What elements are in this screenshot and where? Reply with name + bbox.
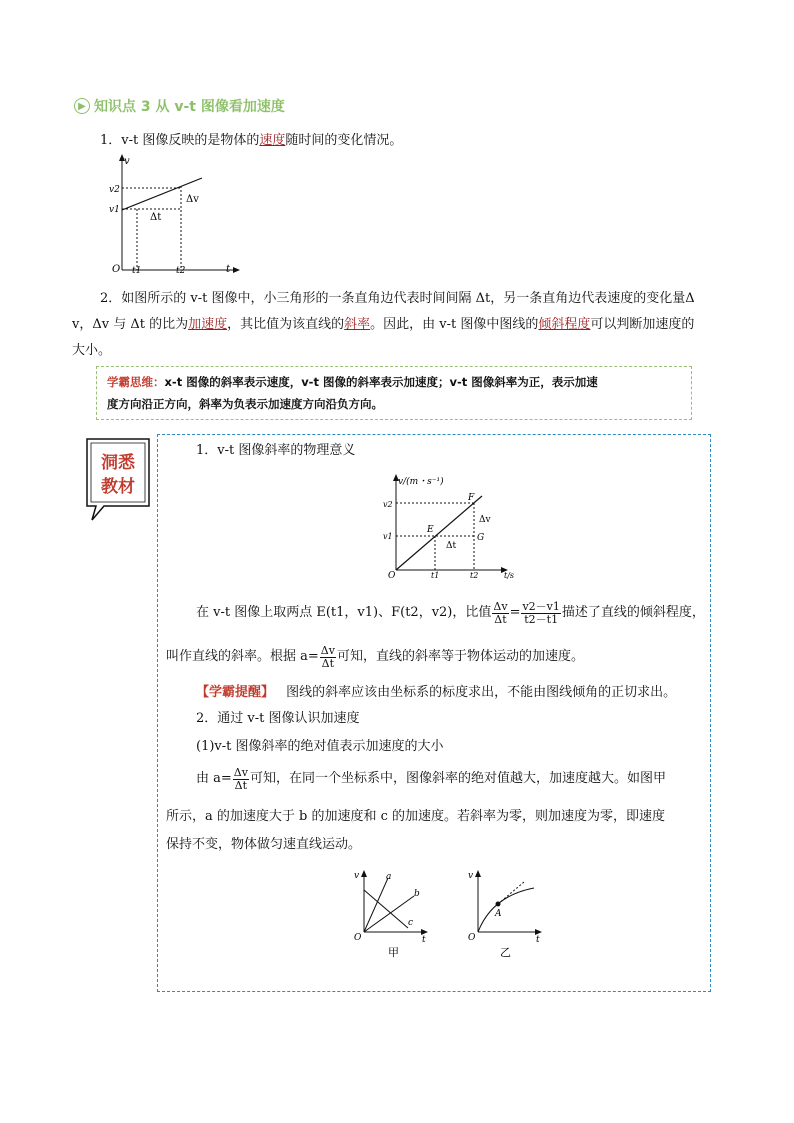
b-label: b: [414, 889, 420, 899]
fraction-a: [320, 645, 336, 670]
paragraph-2: [100, 286, 730, 312]
F-label: F: [468, 493, 475, 503]
section-title: [74, 96, 285, 116]
p1a: 在 v-t 图像上取两点 E(t1，v1)、F(t2，v2)，比值: [196, 605, 492, 620]
box-heading-2: 2．通过 v-t 图像认识加速度: [196, 711, 360, 726]
frac4-num: Δv: [233, 765, 248, 779]
t1-label: t1: [431, 571, 440, 580]
para2-line2c: 。因此，由 v-t 图像中图线的: [370, 317, 539, 332]
formula-line-1: [196, 600, 706, 626]
play-circle-icon: ▶: [74, 98, 90, 114]
dt-label: Δt: [150, 212, 162, 223]
origin-label: O: [354, 933, 362, 943]
t2-label: t2: [470, 571, 479, 580]
para1-lead: v-t 图像反映的是物体的: [121, 133, 260, 148]
sticker-line2: 教材: [101, 477, 135, 497]
box-para-4: 所示，a 的加速度大于 b 的加速度和 c 的加速度。若斜率为零，则加速度为零，即速度: [166, 809, 666, 824]
y-label: v/(m・s⁻¹): [398, 477, 444, 487]
dv-label: Δv: [186, 194, 199, 205]
dv-label: Δv: [479, 515, 491, 525]
A-label: A: [495, 909, 502, 919]
para2-line1: 2．如图所示的 v-t 图像中，小三角形的一条直角边代表时间间隔 Δt，另一条直角边代表速度的变化量Δ: [100, 291, 695, 306]
v2-label: v2: [383, 500, 393, 509]
v1-label: v1: [109, 205, 120, 215]
frac1-den: Δt: [494, 612, 507, 626]
y-axis-arrow: [361, 870, 367, 877]
v1-label: v1: [383, 532, 393, 541]
tip2-text: 图线的斜率应该由坐标系的标度求出，不能由图线倾角的正切求出。: [286, 685, 677, 700]
frac2-den: t2－t1: [524, 612, 559, 626]
line-c: [364, 890, 408, 928]
fraction-dv-dt: [492, 601, 508, 626]
tip2-label: 【学霸提醒】: [196, 685, 275, 700]
c-label: c: [408, 918, 414, 928]
p3b: 可知，在同一个坐标系中，图像斜率的绝对值越大，加速度越大。如图甲: [249, 771, 666, 786]
paragraph-2-line2: [72, 312, 732, 338]
p3a: 由 a=: [196, 771, 232, 786]
sticker-line1: 洞悉: [101, 453, 135, 473]
origin-label: O: [112, 264, 121, 275]
para1-tail: 随时间的变化情况。: [285, 133, 403, 148]
p2a: 叫作直线的斜率。根据 a=: [166, 649, 319, 664]
curve: [478, 888, 534, 932]
box-heading-3: (1)v-t 图像斜率的绝对值表示加速度的大小: [196, 739, 444, 754]
para2-line2a: v，Δv 与 Δt 的比为: [72, 317, 189, 332]
paragraph-2-line3: 大小。: [72, 343, 112, 358]
tangent-line: [498, 882, 524, 904]
v2-label: v2: [109, 185, 120, 195]
frac3-den: Δt: [321, 656, 335, 670]
vt-graph-jia: [348, 868, 438, 968]
t-label: t: [226, 264, 231, 275]
v-label: v: [354, 871, 360, 881]
E-label: E: [427, 525, 434, 535]
tip-line1: [107, 371, 681, 393]
origin-label: O: [388, 571, 396, 581]
para2-line2d: 可以判断加速度的: [590, 317, 695, 332]
vt-graph-1: [104, 152, 244, 277]
x-label: t/s: [504, 571, 515, 580]
box-heading-1: 1．v-t 图像斜率的物理意义: [196, 443, 356, 458]
tip-text1: x-t 图像的斜率表示速度，v-t 图像的斜率表示加速度；v-t 图像斜率为正，表示加速: [164, 375, 598, 389]
t-label: t: [536, 935, 540, 945]
tip-box: [96, 366, 692, 420]
sticker-badge: [84, 436, 152, 522]
para1-key: 速度: [259, 133, 286, 148]
t-label: t: [422, 935, 426, 945]
tip-text2: 度方向沿正方向，斜率为负表示加速度方向沿负方向。: [107, 397, 383, 411]
tip-label: 学霸思维：: [107, 375, 165, 389]
tip2-line: [196, 680, 676, 706]
para2-key1: 加速度: [188, 317, 228, 332]
t2-label: t2: [176, 266, 186, 276]
paragraph-1: [100, 128, 402, 154]
caption-jia: 甲: [388, 946, 399, 959]
p1b: 描述了直线的倾斜程度，: [561, 605, 705, 620]
origin-label: O: [468, 933, 476, 943]
frac2-num: v2－v1: [522, 599, 560, 613]
fraction-a-2: [233, 767, 249, 792]
v-label: v: [124, 156, 130, 167]
point-A: [496, 902, 501, 907]
formula-line-3: [196, 766, 666, 792]
G-label: G: [477, 533, 485, 543]
a-label: a: [386, 872, 392, 882]
para2-key2: 斜率: [344, 317, 371, 332]
formula-line-2: [166, 644, 584, 670]
frac4-den: Δt: [234, 778, 248, 792]
fraction-dv-dt-2: [521, 601, 560, 626]
para2-line2b: ，其比值为该直线的: [227, 317, 345, 332]
frac1-num: Δv: [493, 599, 508, 613]
vt-graph-2: [380, 470, 520, 585]
caption-yi: 乙: [500, 946, 511, 959]
y-axis-arrow: [475, 870, 481, 877]
t1-label: t1: [132, 266, 142, 276]
dt-label: Δt: [446, 541, 457, 551]
p2b: 可知，直线的斜率等于物体运动的加速度。: [336, 649, 584, 664]
para1-num: 1．: [100, 133, 122, 148]
para2-key3: 倾斜程度: [538, 317, 591, 332]
x-axis-arrow: [233, 267, 240, 273]
equals: =: [509, 605, 521, 620]
v-label: v: [468, 871, 474, 881]
vt-graph-yi: [462, 868, 552, 968]
section-title-text: 知识点 3 从 v-t 图像看加速度: [94, 99, 285, 115]
box-para-5: 保持不变，物体做匀速直线运动。: [166, 837, 362, 852]
frac3-num: Δv: [320, 643, 335, 657]
